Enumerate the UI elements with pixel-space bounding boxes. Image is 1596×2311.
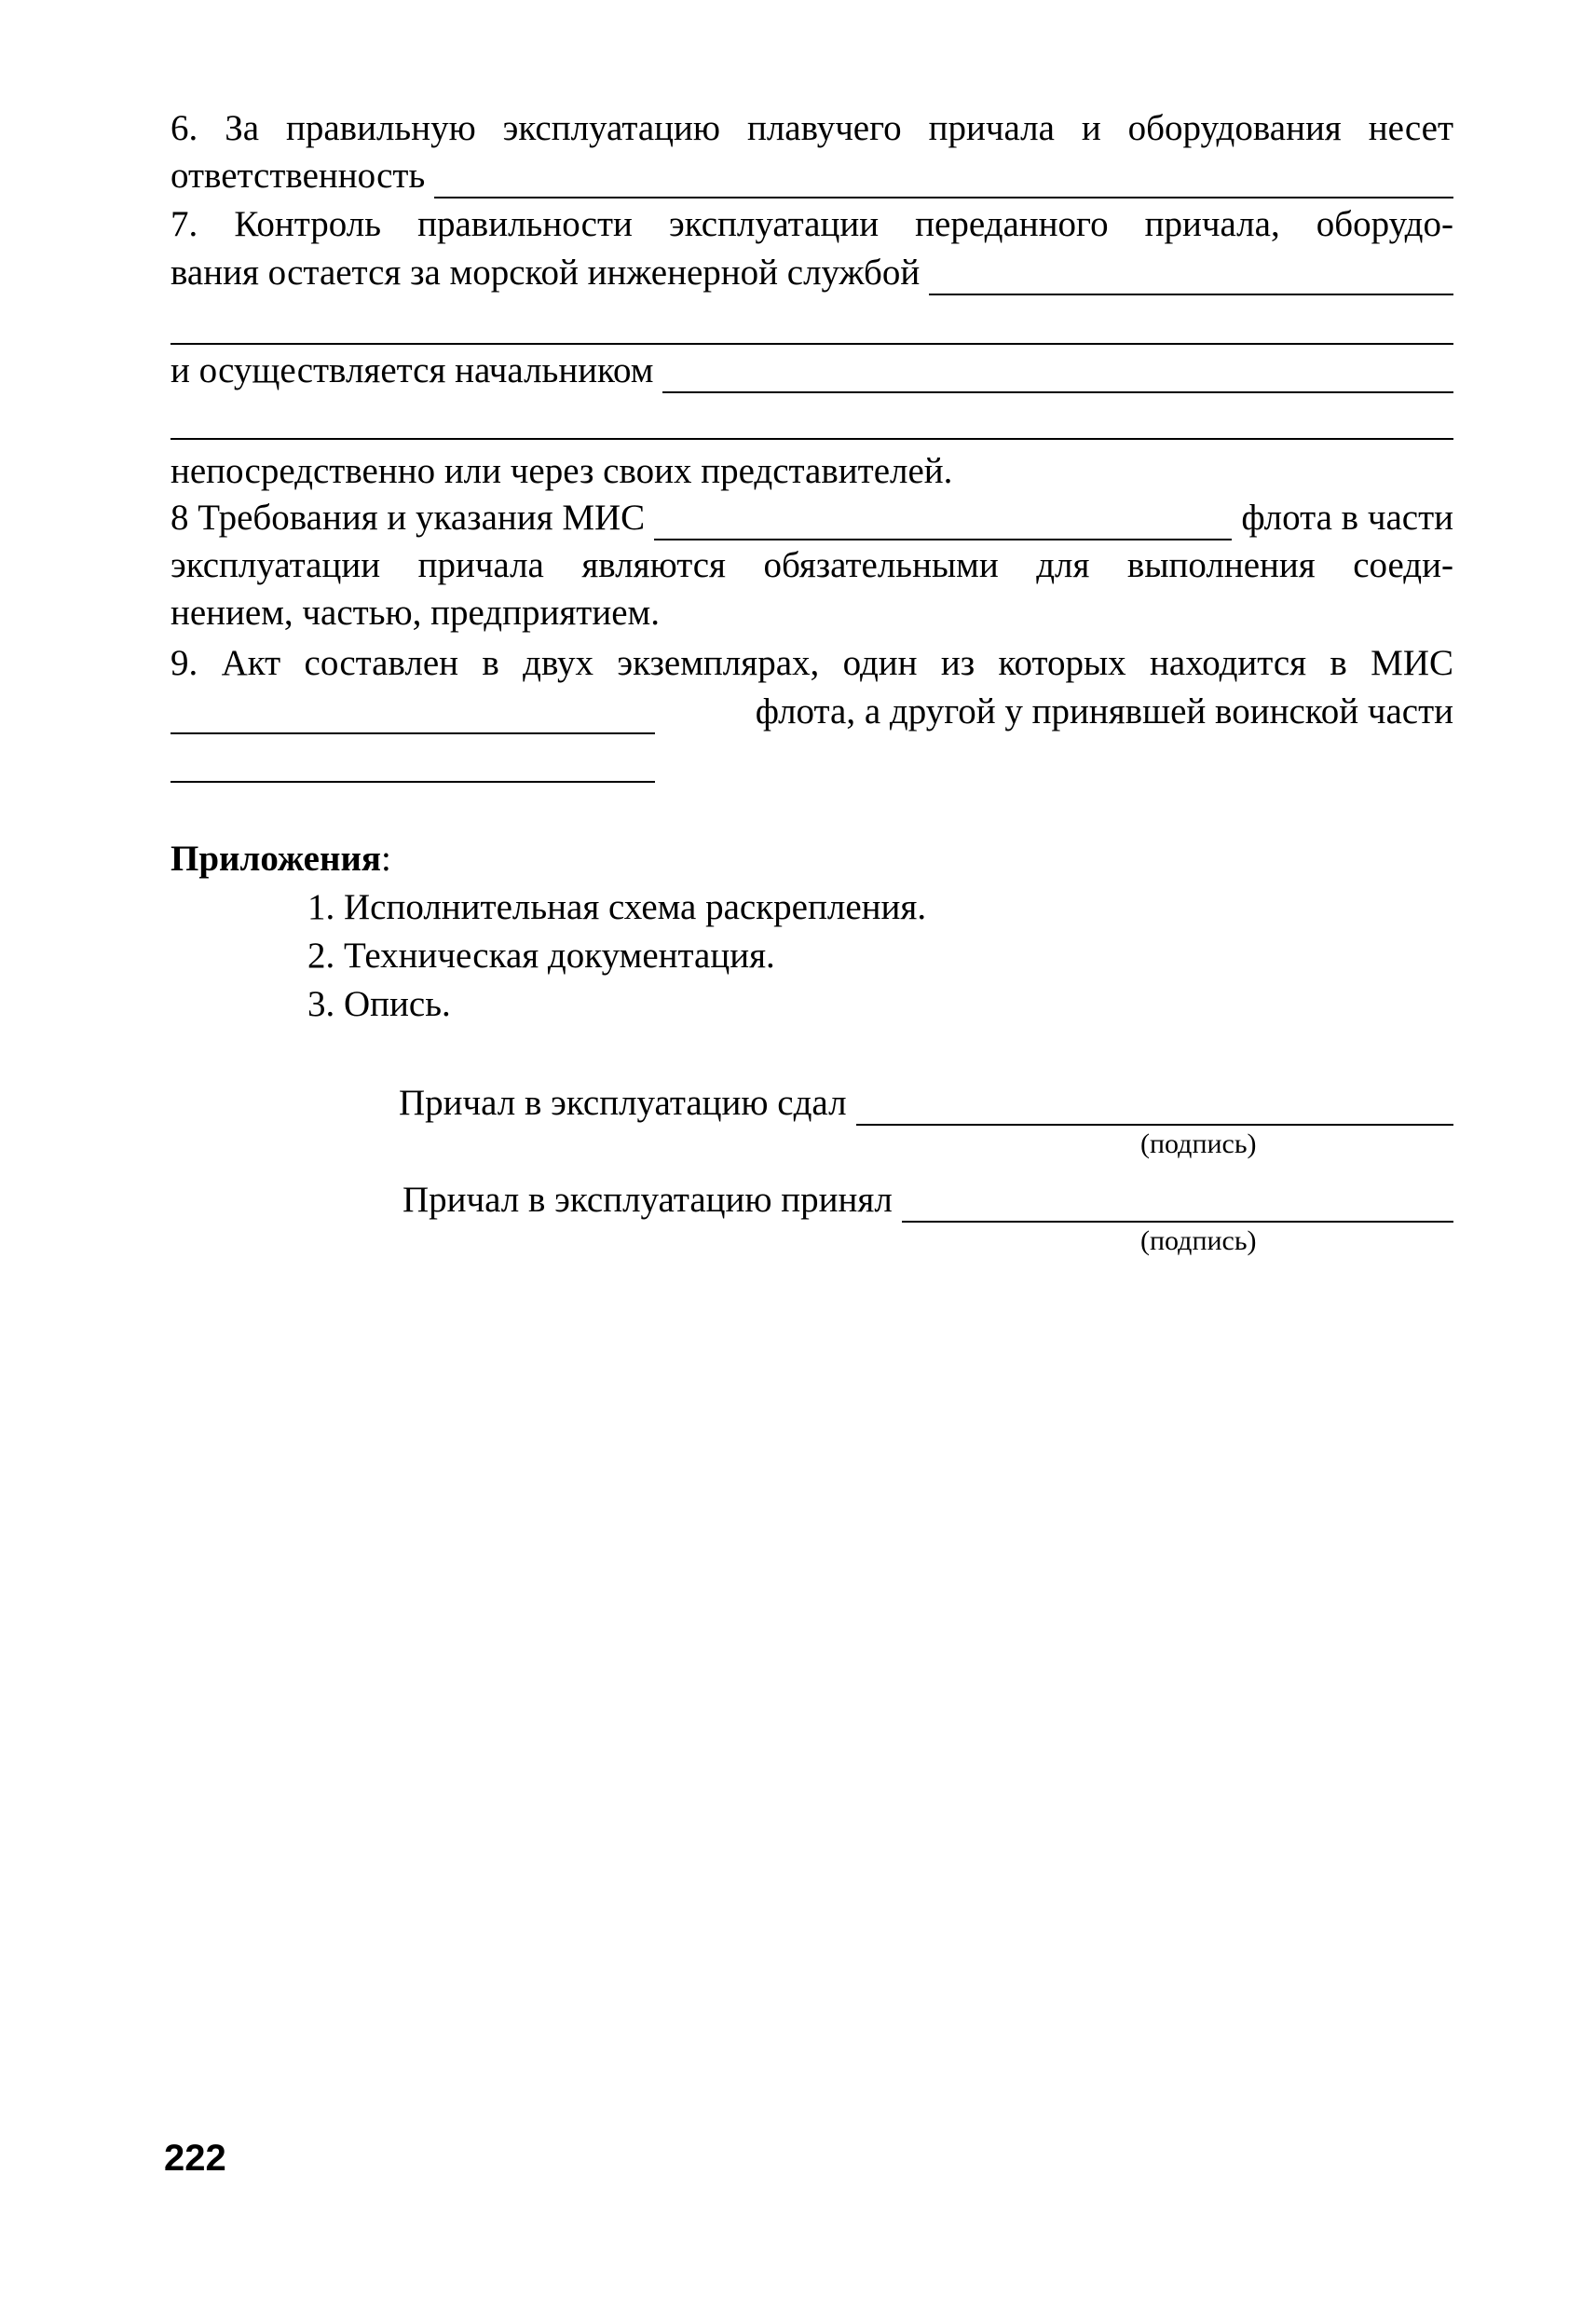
paragraph-6-line-1: 6. За правильную эксплуатацию плавучего причала и оборудования несет bbox=[171, 108, 1453, 148]
paragraph-8-line-1 bbox=[171, 496, 1453, 540]
appendix-heading bbox=[171, 837, 1453, 882]
responsibility-blank bbox=[434, 166, 1453, 198]
handed-over-signature-blank bbox=[856, 1093, 1453, 1126]
military-unit-blank bbox=[171, 781, 655, 783]
chief-blank-continued bbox=[171, 438, 1453, 440]
mis-requirements-label: 8 Требования и указания МИС bbox=[171, 498, 646, 538]
signature-caption: (подпись) bbox=[1140, 1225, 1257, 1256]
responsibility-label: ответственность bbox=[171, 156, 426, 196]
paragraph-8-line-3: нением, частью, предприятием. bbox=[171, 593, 660, 633]
appendix-heading-colon: : bbox=[381, 839, 391, 879]
paragraph-8-line-2: эксплуатации причала являются обязательными для выполнения соеди- bbox=[171, 545, 1453, 585]
signature-caption: (подпись) bbox=[1140, 1128, 1257, 1159]
chief-blank bbox=[662, 361, 1453, 393]
engineering-service-label: вания остается за морской инженерной службой bbox=[171, 253, 921, 293]
paragraph-7-line-4: непосредственно или через своих представителей. bbox=[171, 451, 953, 491]
paragraph-7-line-1: 7. Контроль правильности эксплуатации переданного причала, оборудо- bbox=[171, 204, 1453, 244]
engineering-service-blank bbox=[929, 263, 1453, 295]
handed-over-label: Причал в эксплуатацию сдал bbox=[399, 1083, 847, 1123]
accepted-signature-line bbox=[402, 1178, 1453, 1223]
accepted-signature-blank bbox=[902, 1190, 1453, 1223]
engineering-service-blank-continued bbox=[171, 343, 1453, 345]
chief-label: и осуществляется начальником bbox=[171, 350, 654, 390]
appendix-item: 1. Исполнительная схема раскрепления. bbox=[307, 887, 927, 927]
mis-copy-fleet-blank bbox=[171, 702, 655, 734]
appendix-heading-text: Приложения bbox=[171, 839, 382, 879]
paragraph-7-line-3 bbox=[171, 349, 1453, 393]
page-number: 222 bbox=[164, 2138, 226, 2179]
appendix-item: 3. Опись. bbox=[307, 984, 451, 1024]
mis-fleet-blank bbox=[654, 508, 1232, 540]
paragraph-7-line-2 bbox=[171, 251, 1453, 295]
paragraph-9-line-1: 9. Акт составлен в двух экземплярах, один из которых находится в МИС bbox=[171, 643, 1453, 683]
paragraph-6-line-2 bbox=[171, 154, 1453, 198]
accepted-label: Причал в эксплуатацию принял bbox=[402, 1180, 893, 1220]
handed-over-signature-line bbox=[399, 1081, 1453, 1126]
fleet-other-copy-label: флота, а другой у принявшей воинской части bbox=[755, 691, 1453, 732]
appendix-item: 2. Техническая документация. bbox=[307, 936, 775, 976]
paragraph-9-line-2 bbox=[171, 690, 1453, 734]
fleet-part-label: флота в части bbox=[1241, 498, 1453, 538]
